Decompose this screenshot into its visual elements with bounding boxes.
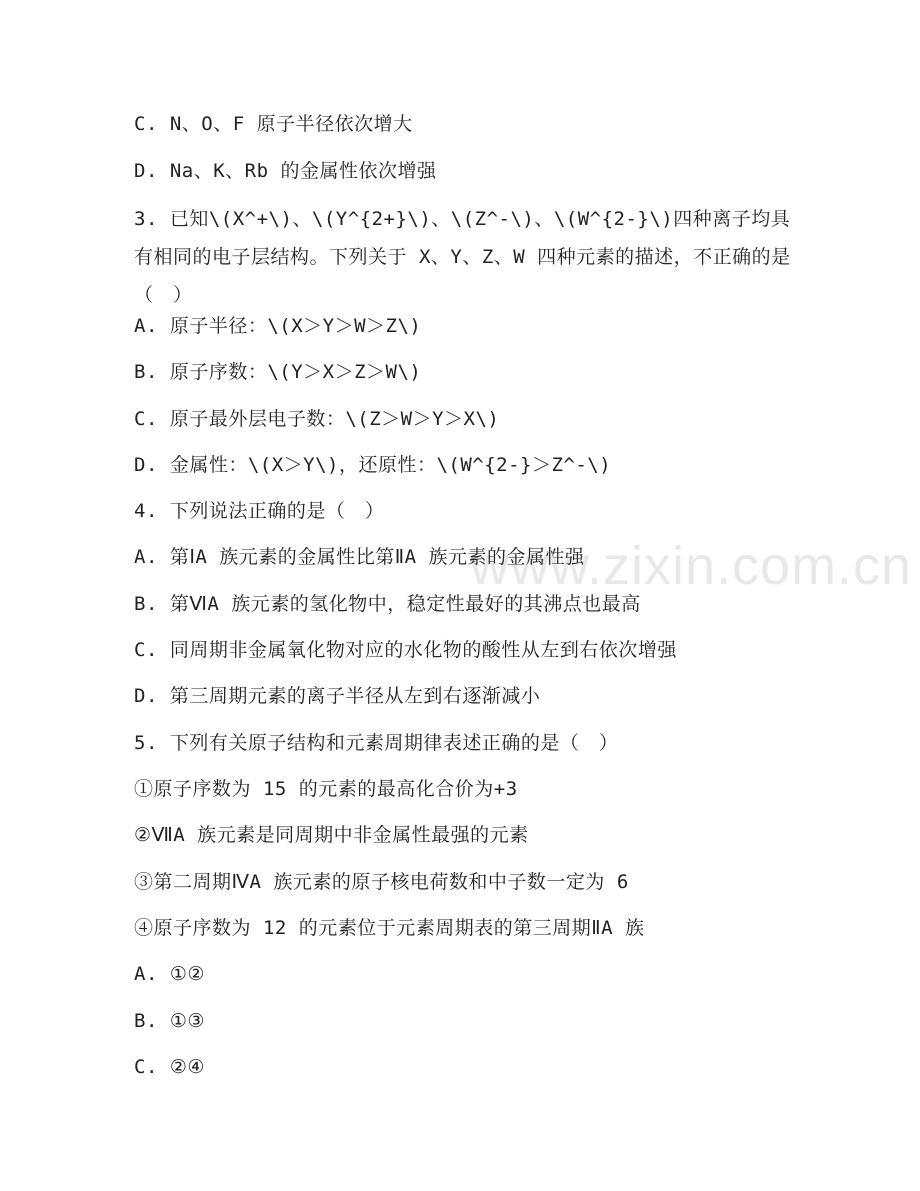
q4-option-a: A. 第ⅠA 族元素的金属性比第ⅡA 族元素的金属性强: [134, 546, 585, 568]
q5-option-b: B. ①③: [134, 1010, 205, 1032]
q5-statement-3: ③第二周期ⅣA 族元素的原子核电荷数和中子数一定为 6: [134, 871, 629, 893]
q3-option-d: D. 金属性：\(X＞Y\)，还原性：\(W^{2-}＞Z^-\): [134, 454, 612, 476]
q4-option-b: B. 第ⅥA 族元素的氢化物中，稳定性最好的其沸点也最高: [134, 593, 641, 615]
question-4-stem: 4. 下列说法正确的是（ ）: [134, 500, 385, 522]
option-d-line: D. Na、K、Rb 的金属性依次增强: [134, 160, 437, 182]
q4-option-d: D. 第三周期元素的离子半径从左到右逐渐减小: [134, 685, 541, 707]
q3-option-c: C. 原子最外层电子数：\(Z＞W＞Y＞X\): [134, 408, 500, 430]
q5-option-c: C. ②④: [134, 1056, 205, 1078]
watermark: www.zixin.com.cn: [470, 536, 913, 596]
option-c-line: C. N、O、F 原子半径依次增大: [134, 113, 413, 135]
question-3-stem: 3. 已知\(X^+\)、\(Y^{2+}\)、\(Z^-\)、\(W^{2-}\)四种离子均具有相同的电子层结构。下列关于 X、Y、Z、W 四种元素的描述，不正确的是（ ）: [134, 208, 791, 306]
q5-statement-1: ①原子序数为 15 的元素的最高化合价为+3: [134, 778, 518, 800]
question-5-stem: 5. 下列有关原子结构和元素周期律表述正确的是（ ）: [134, 732, 619, 754]
q5-option-a: A. ①②: [134, 963, 205, 985]
q5-statement-4: ④原子序数为 12 的元素位于元素周期表的第三周期ⅡA 族: [134, 917, 645, 939]
q4-option-c: C. 同周期非金属氧化物对应的水化物的酸性从左到右依次增强: [134, 639, 677, 661]
q3-option-a: A. 原子半径：\(X＞Y＞W＞Z\): [134, 315, 422, 337]
q5-statement-2: ②ⅦA 族元素是同周期中非金属性最强的元素: [134, 824, 529, 846]
q3-option-b: B. 原子序数：\(Y＞X＞Z＞W\): [134, 361, 422, 383]
